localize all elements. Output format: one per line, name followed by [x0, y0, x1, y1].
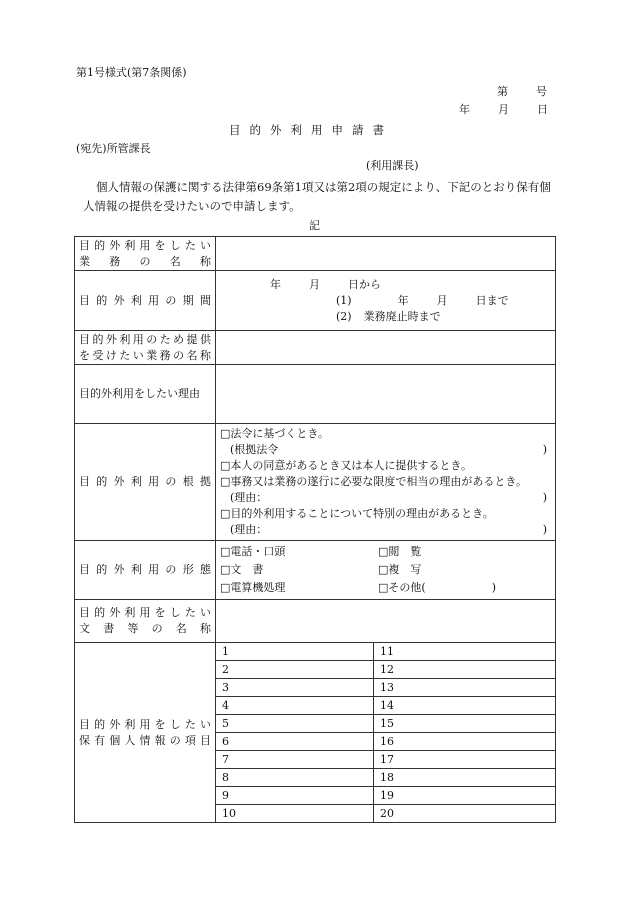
provide-business-field[interactable]: [216, 331, 556, 365]
addressee: (宛先)所管課長: [76, 142, 151, 155]
basis-necessity-option[interactable]: □事務又は業務の遂行に必要な限度で相当の理由があるとき。: [220, 475, 527, 488]
document-number-line: [497, 86, 547, 97]
basis-label: [75, 424, 216, 541]
provide-business-row: [75, 331, 556, 365]
item-cell[interactable]: 17: [374, 751, 556, 769]
period-to-day: 日まで: [475, 293, 509, 307]
applicant-label: (利用課長): [366, 159, 419, 172]
application-form-table: [74, 236, 556, 823]
month-label: 月: [498, 103, 509, 116]
item-cell[interactable]: 16: [374, 733, 556, 751]
basis-necessity-reason[interactable]: [220, 490, 547, 506]
dai-label: 第: [497, 85, 508, 98]
reason-field[interactable]: [216, 365, 556, 424]
item-cell[interactable]: 15: [374, 715, 556, 733]
documents-row: [75, 600, 556, 643]
form-type-label-text: 目 的 外 利 用 の 形 態: [79, 563, 211, 576]
documents-label-line1: 目 的 外 利 用 を し た い: [79, 606, 211, 619]
item-cell[interactable]: 6: [216, 733, 374, 751]
request-body-text: 個人情報の保護に関する法律第69条第1項又は第2項の規定により、下記のとおり保有個人情報の提供を受けたいので申請します。: [83, 180, 551, 213]
period-option-1-number: (1): [336, 293, 352, 307]
form-copy-option[interactable]: □複 写: [378, 563, 422, 576]
item-cell[interactable]: 8: [216, 769, 374, 787]
basis-special-reason-label: (理由：: [230, 523, 268, 536]
basis-necessity-reason-close: ): [542, 491, 547, 504]
period-from-day: 日から: [348, 277, 381, 291]
item-cell[interactable]: 12: [374, 661, 556, 679]
basis-field: [216, 424, 556, 541]
items-label-line1: 目 的 外 利 用 を し た い: [79, 717, 211, 731]
basis-special-option[interactable]: □目的外利用することについて特別の理由があるとき。: [220, 507, 494, 520]
form-computer-option[interactable]: □電算機処理: [220, 581, 286, 594]
provide-business-label-line1: 目 的 外 利 用 の た め 提 供: [79, 332, 211, 346]
basis-law-detail-close: ): [542, 443, 547, 456]
date-line: [459, 104, 548, 115]
basis-consent-option[interactable]: □本人の同意があるとき又は本人に提供するとき。: [220, 459, 472, 472]
item-cell[interactable]: 4: [216, 697, 374, 715]
form-other-close: ): [491, 581, 496, 594]
form-type-label: [75, 541, 216, 600]
form-view-option[interactable]: □閲 覧: [378, 545, 422, 558]
period-row: [75, 271, 556, 331]
ki-label: 記: [309, 219, 320, 232]
basis-special-reason[interactable]: [220, 522, 547, 538]
basis-law-option[interactable]: □法令に基づくとき。: [220, 427, 329, 440]
documents-label: [75, 600, 216, 643]
period-option-1: [216, 293, 555, 309]
basis-law-detail[interactable]: [220, 442, 547, 458]
item-cell[interactable]: 3: [216, 679, 374, 697]
form-other-option[interactable]: [378, 580, 536, 596]
form-number: 第1号様式(第7条関係): [76, 66, 187, 79]
period-option-2-number: (2): [336, 309, 352, 323]
item-cell[interactable]: 2: [216, 661, 374, 679]
period-to-year: 年: [397, 293, 409, 307]
period-label-text: 目 的 外 利 用 の 期 間: [79, 293, 211, 307]
items-row: [75, 643, 556, 661]
period-option-2: [216, 309, 555, 325]
item-cell[interactable]: 10: [216, 805, 374, 823]
business-name-label: [75, 237, 216, 271]
item-cell[interactable]: 11: [374, 643, 556, 661]
period-label: [75, 271, 216, 331]
item-cell[interactable]: 7: [216, 751, 374, 769]
business-name-label-line1: 目 的 外 利 用 を し た い: [79, 238, 211, 252]
item-cell[interactable]: 5: [216, 715, 374, 733]
form-phone-option[interactable]: □電話・口頭: [220, 545, 286, 558]
item-cell[interactable]: 19: [374, 787, 556, 805]
item-cell[interactable]: 18: [374, 769, 556, 787]
item-cell[interactable]: 13: [374, 679, 556, 697]
business-name-row: [75, 237, 556, 271]
form-other-label: □その他(: [378, 581, 426, 594]
items-label-line2: 保 有 個 人 情 報 の 項 目: [79, 733, 211, 747]
documents-label-line2: 文 書 等 の 名 称: [79, 622, 211, 635]
period-from-month: 月: [309, 277, 320, 291]
reason-label: [75, 365, 216, 424]
period-to-month: 月: [436, 293, 448, 307]
form-document-option[interactable]: □文 書: [220, 563, 264, 576]
period-field[interactable]: [216, 271, 556, 331]
business-name-label-line2: 業 務 の 名 称: [79, 254, 211, 268]
basis-law-detail-label: (根拠法令: [230, 443, 279, 456]
document-title: 目的外利用申請書: [229, 123, 393, 137]
basis-necessity-reason-label: (理由：: [230, 491, 268, 504]
period-option-2-text: 業務廃止時まで: [363, 309, 441, 323]
day-label: 日: [537, 103, 548, 116]
form-type-row: [75, 541, 556, 600]
items-label: [75, 643, 216, 823]
provide-business-label-line2: を 受 け た い 業 務 の 名 称: [79, 348, 211, 362]
year-label: 年: [459, 103, 470, 116]
documents-field[interactable]: [216, 600, 556, 643]
reason-row: [75, 365, 556, 424]
item-cell[interactable]: 14: [374, 697, 556, 715]
item-cell[interactable]: 20: [374, 805, 556, 823]
go-label: 号: [536, 85, 547, 98]
reason-label-text: 目的外利用をしたい理由: [79, 387, 200, 400]
basis-row: [75, 424, 556, 541]
form-type-field: [216, 541, 556, 600]
period-from-year: 年: [270, 277, 281, 291]
item-cell[interactable]: 1: [216, 643, 374, 661]
provide-business-label: [75, 331, 216, 365]
period-from-line: [216, 277, 555, 293]
business-name-field[interactable]: [216, 237, 556, 271]
item-cell[interactable]: 9: [216, 787, 374, 805]
basis-label-text: 目 的 外 利 用 の 根 拠: [79, 475, 211, 488]
basis-special-reason-close: ): [542, 523, 547, 536]
